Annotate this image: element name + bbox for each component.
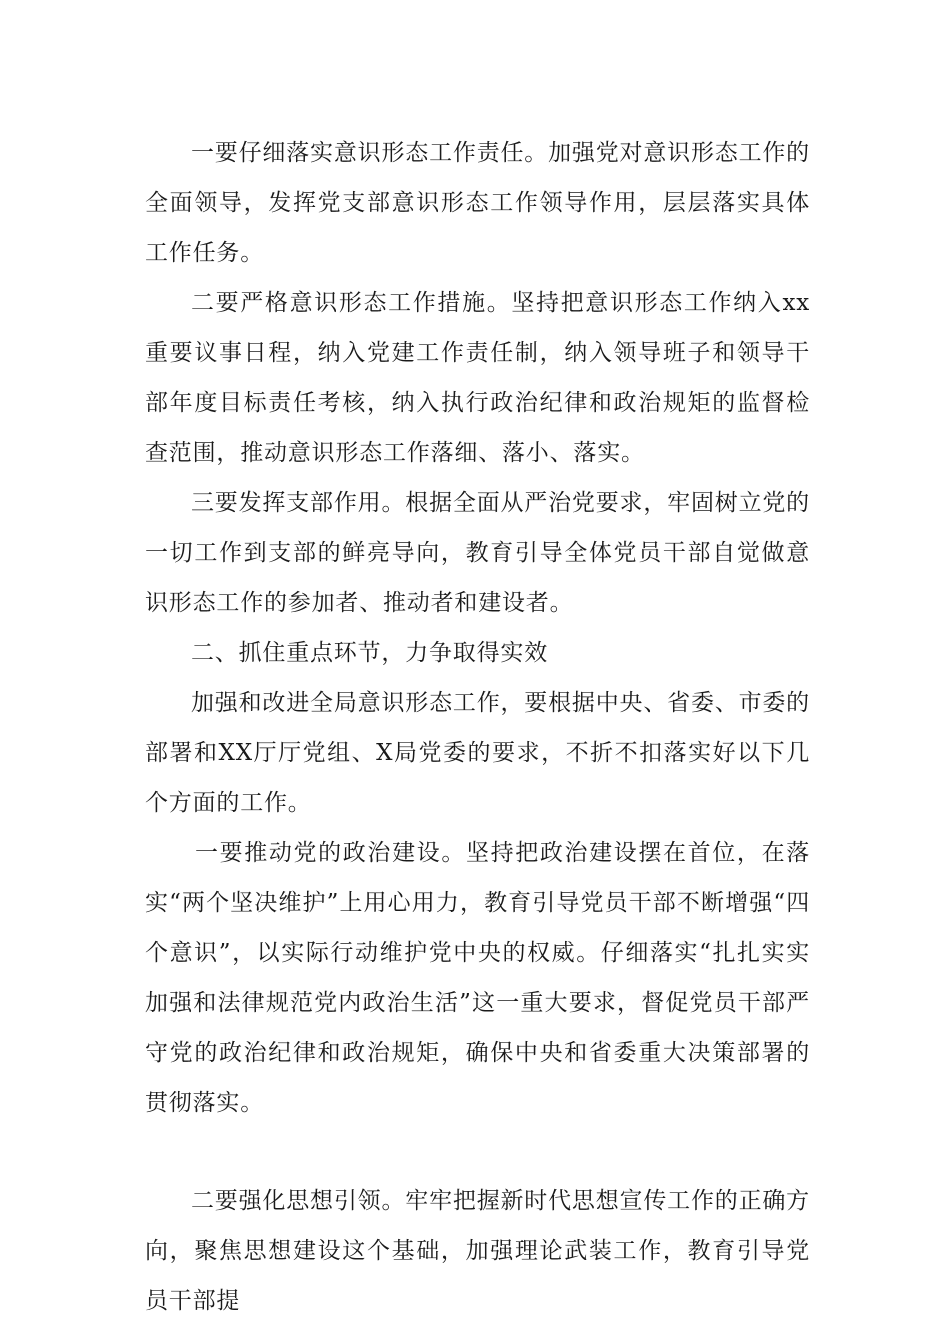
paragraph-political-construction: 一要推动党的政治建设。坚持把政治建设摆在首位，在落实“两个坚决维护”上用心用力，教育引导党员干部不断增强“四个意识”，以实际行动维护党中央的权威。仔细落实“扎扎实实加强和法律规范党内政治生活”这一重大要求，督促党员干部严守党的政治纪律和政治规矩，确保中央和省委重大决策部署的贯彻落实。	[145, 840, 810, 1116]
paragraph-ideology-responsibility: 一要仔细落实意识形态工作责任。加强党对意识形态工作的全面领导，发挥党支部意识形态工作领导作用，层层落实具体工作任务。	[145, 140, 810, 266]
document-body	[145, 128, 810, 1326]
paragraph-ideological-guidance: 二要强化思想引领。牢牢把握新时代思想宣传工作的正确方向，聚焦思想建设这个基础，加强理论武装工作，教育引导党员干部提	[145, 1188, 810, 1314]
section-heading-key-links: 二、抓住重点环节，力争取得实效	[191, 640, 548, 666]
paragraph-ideology-measures: 二要严格意识形态工作措施。坚持把意识形态工作纳入xx重要议事日程，纳入党建工作责任制，纳入领导班子和领导干部年度目标责任考核，纳入执行政治纪律和政治规矩的监督检查范围，推动意识形态工作落细、落小、落实。	[145, 290, 810, 466]
paragraph-branch-role: 三要发挥支部作用。根据全面从严治党要求，牢固树立党的一切工作到支部的鲜亮导向，教育引导全体党员干部自觉做意识形态工作的参加者、推动者和建设者。	[145, 490, 810, 616]
paragraph-improve-work: 加强和改进全局意识形态工作，要根据中央、省委、市委的部署和XX厅厅党组、X局党委的要求，不折不扣落实好以下几个方面的工作。	[145, 690, 810, 816]
